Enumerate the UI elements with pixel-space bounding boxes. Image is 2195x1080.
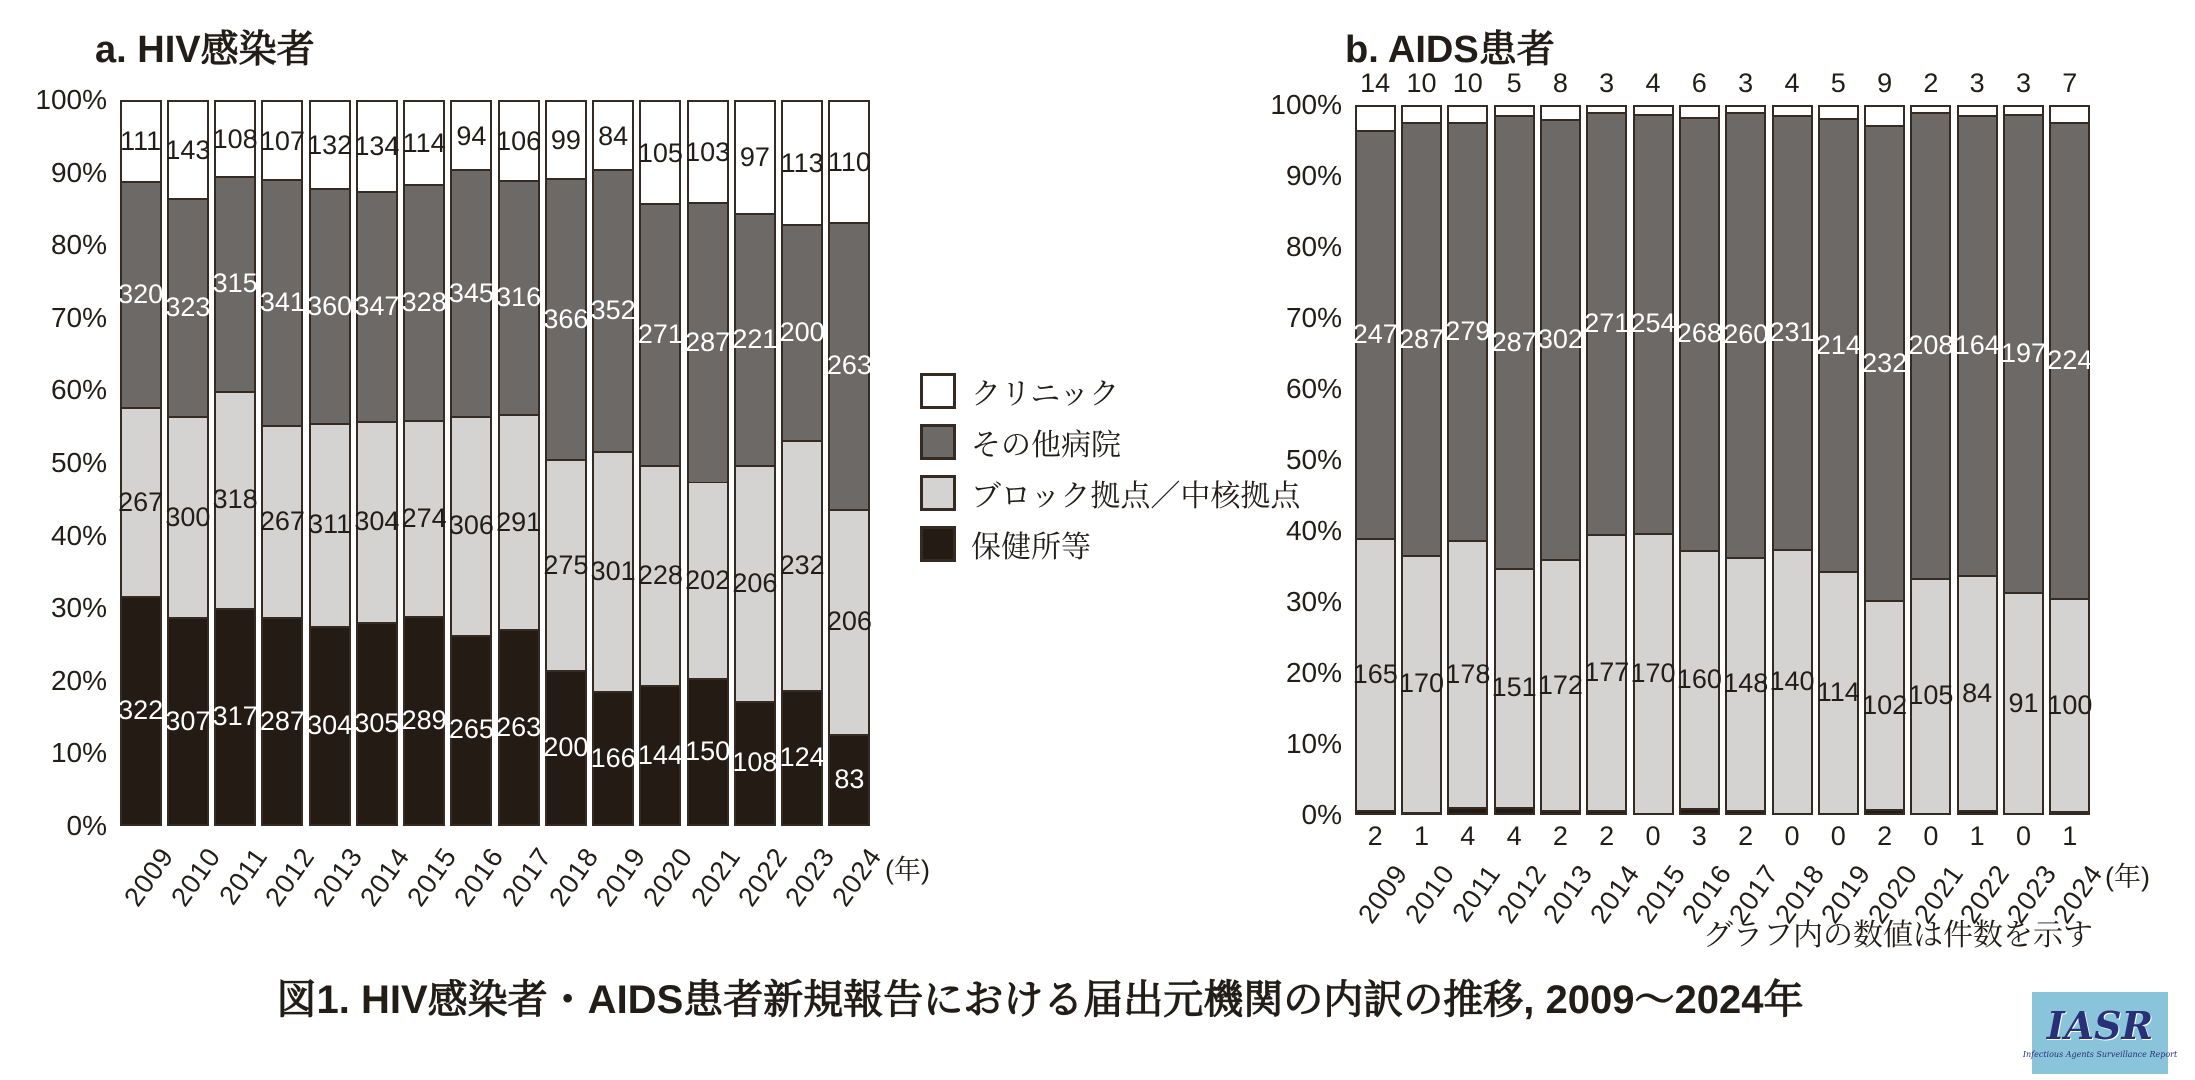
bar-2016 — [450, 100, 492, 826]
value-label-block-core-hub: 177 — [1584, 657, 1630, 687]
value-label-block-core-hub: 300 — [165, 501, 211, 532]
segment-clinic — [2051, 107, 2088, 122]
value-label-block-core-hub: 275 — [543, 549, 589, 580]
segment-health-center — [1866, 809, 1903, 813]
value-label-block-core-hub: 304 — [354, 506, 400, 537]
segment-clinic — [1820, 107, 1857, 118]
bar-2022 — [734, 100, 776, 826]
segment-clinic — [2005, 107, 2042, 114]
above-bar-value-clinic: 3 — [1969, 68, 1985, 98]
below-axis-value-health-center: 1 — [1413, 821, 1430, 851]
above-bar-value-clinic: 4 — [1784, 68, 1800, 98]
legend-swatch-block-core-hub — [920, 475, 956, 511]
x-label-2020: 2020 — [637, 842, 699, 912]
below-axis-value-health-center: 0 — [1784, 821, 1800, 851]
segment-health-center — [1542, 810, 1579, 813]
below-axis-value-health-center: 1 — [2062, 821, 2078, 851]
segment-clinic — [1774, 107, 1811, 115]
value-label-clinic: 134 — [354, 131, 400, 162]
value-label-other-hospital: 197 — [2001, 338, 2047, 369]
value-label-clinic: 111 — [120, 126, 162, 157]
value-label-clinic: 143 — [165, 135, 211, 166]
bar-2011 — [214, 100, 256, 826]
y-tick-100: 100% — [1270, 89, 1342, 120]
x-label-2019: 2019 — [1815, 859, 1877, 929]
x-label-2020: 2020 — [1861, 859, 1924, 929]
value-label-block-core-hub: 100 — [2047, 689, 2093, 720]
value-label-other-hospital: 231 — [1769, 317, 1815, 347]
above-bar-value-clinic: 3 — [1599, 68, 1615, 98]
x-label-2019: 2019 — [590, 842, 652, 912]
bar-2014 — [356, 100, 398, 826]
segment-health-center — [1681, 808, 1718, 813]
bar-2011 — [1445, 68, 1491, 851]
above-bar-value-clinic: 4 — [1645, 68, 1661, 98]
value-label-block-core-hub: 91 — [2008, 687, 2039, 718]
legend-label-clinic: クリニック — [971, 378, 1120, 411]
x-label-2023: 2023 — [2000, 859, 2063, 929]
above-bar-value-clinic: 2 — [1923, 68, 1939, 98]
above-bar-value-clinic: 9 — [1877, 68, 1893, 98]
y-tick-100: 100% — [35, 84, 107, 115]
x-label-2018: 2018 — [543, 842, 605, 912]
value-label-clinic: 110 — [827, 147, 871, 177]
x-label-2009: 2009 — [1352, 859, 1414, 929]
above-bar-value-clinic: 5 — [1506, 68, 1522, 98]
value-label-health-center: 317 — [212, 700, 258, 731]
x-label-2011: 2011 — [1446, 859, 1507, 928]
value-label-other-hospital: 200 — [779, 316, 825, 347]
y-tick-20: 20% — [50, 664, 107, 696]
segment-health-center — [1959, 810, 1996, 813]
y-tick-70: 70% — [1285, 302, 1342, 333]
value-label-clinic: 103 — [685, 137, 731, 168]
x-label-2018: 2018 — [1769, 859, 1831, 929]
bar-2013 — [309, 100, 351, 826]
value-label-block-core-hub: 105 — [1908, 680, 1954, 711]
x-label-2024: 2024 — [2047, 859, 2109, 929]
segment-clinic — [1959, 107, 1996, 115]
value-label-other-hospital: 316 — [496, 282, 542, 313]
legend-swatch-health-center — [920, 526, 956, 562]
value-label-other-hospital: 224 — [2047, 345, 2093, 376]
below-axis-value-health-center: 3 — [1691, 821, 1707, 851]
value-label-other-hospital: 268 — [1676, 318, 1722, 349]
above-bar-value-clinic: 3 — [2015, 68, 2032, 98]
bar-2022 — [1954, 68, 2000, 851]
y-tick-20: 20% — [1285, 657, 1342, 688]
figure-caption: 図1. HIV感染者・AIDS患者新規報告における届出元機関の内訳の推移, 2009～2024年 — [276, 978, 1804, 1022]
value-label-other-hospital: 260 — [1723, 319, 1769, 350]
value-label-health-center: 144 — [637, 739, 683, 770]
segment-health-center — [1588, 810, 1625, 813]
value-label-other-hospital: 352 — [590, 294, 636, 325]
segment-clinic — [1357, 107, 1394, 130]
above-bar-value-clinic: 14 — [1360, 68, 1391, 98]
value-label-block-core-hub: 202 — [685, 564, 731, 595]
value-label-health-center: 287 — [259, 705, 305, 736]
value-label-block-core-hub: 151 — [1491, 672, 1537, 703]
value-label-block-core-hub: 318 — [212, 484, 258, 515]
y-tick-10: 10% — [1285, 728, 1342, 759]
above-bar-value-clinic: 3 — [1738, 68, 1754, 98]
x-label-2016: 2016 — [1676, 859, 1738, 929]
x-axis-unit: (年) — [885, 855, 930, 885]
iasr-logo — [2022, 992, 2178, 1074]
value-label-other-hospital: 263 — [826, 350, 872, 381]
x-label-2011: 2011 — [213, 842, 274, 911]
y-tick-40: 40% — [1285, 515, 1342, 546]
segment-health-center — [1496, 807, 1533, 813]
bar-2009 — [120, 100, 162, 826]
value-label-block-core-hub: 84 — [1962, 677, 1993, 708]
bar-2019 — [1815, 68, 1861, 851]
below-axis-value-health-center: 2 — [1738, 821, 1754, 851]
x-label-2012: 2012 — [259, 842, 321, 912]
value-label-clinic: 84 — [598, 120, 629, 151]
y-tick-60: 60% — [50, 374, 107, 406]
bar-2023 — [2001, 68, 2047, 851]
value-label-clinic: 108 — [212, 123, 258, 154]
segment-clinic — [1588, 107, 1625, 112]
x-label-2009: 2009 — [117, 842, 180, 912]
segment-clinic — [1635, 107, 1672, 114]
below-axis-value-health-center: 4 — [1506, 821, 1522, 851]
bar-2021 — [687, 100, 729, 826]
iasr-logo-subtitle: Infectious Agents Surveillance Report — [2022, 1050, 2178, 1059]
bar-2020 — [1862, 68, 1908, 851]
below-axis-value-health-center: 0 — [2015, 821, 2032, 851]
bar-2009 — [1352, 68, 1398, 851]
segment-clinic — [1912, 107, 1949, 112]
x-axis-unit: (年) — [2105, 862, 2150, 892]
value-label-block-core-hub: 170 — [1630, 657, 1676, 688]
bar-2017 — [498, 100, 540, 826]
y-tick-50: 50% — [50, 447, 107, 478]
value-label-other-hospital: 302 — [1537, 323, 1583, 354]
x-label-2012: 2012 — [1491, 859, 1553, 929]
segment-health-center — [2051, 811, 2088, 813]
y-tick-60: 60% — [1285, 373, 1342, 404]
bar-2021 — [1908, 68, 1954, 851]
bar-2012 — [261, 100, 303, 826]
above-bar-value-clinic: 5 — [1830, 68, 1846, 98]
segment-clinic — [1449, 107, 1486, 122]
value-label-block-core-hub: 114 — [1816, 677, 1860, 708]
value-label-other-hospital: 247 — [1352, 318, 1398, 349]
y-tick-50: 50% — [1285, 444, 1342, 475]
value-label-health-center: 307 — [165, 705, 211, 736]
bar-2012 — [1491, 68, 1537, 851]
x-label-2022: 2022 — [1954, 859, 2016, 929]
value-label-block-core-hub: 206 — [732, 568, 778, 598]
bar-2019 — [592, 100, 634, 826]
bar-2015 — [1630, 68, 1676, 851]
y-tick-90: 90% — [50, 156, 107, 188]
value-label-block-core-hub: 172 — [1537, 669, 1583, 700]
x-label-2022: 2022 — [732, 842, 794, 912]
value-label-clinic: 114 — [402, 127, 446, 158]
value-label-clinic: 97 — [739, 142, 770, 173]
x-label-2017: 2017 — [1722, 859, 1785, 929]
segment-clinic — [1496, 107, 1533, 115]
legend-item-block-core-hub — [920, 474, 1300, 512]
value-label-block-core-hub: 306 — [448, 510, 494, 541]
value-label-clinic: 106 — [496, 126, 542, 157]
value-label-block-core-hub: 206 — [826, 606, 872, 637]
x-label-2017: 2017 — [495, 842, 558, 912]
x-label-2021: 2021 — [684, 842, 747, 912]
x-label-2014: 2014 — [354, 842, 416, 912]
y-tick-0: 0% — [66, 810, 107, 841]
value-label-block-core-hub: 267 — [259, 506, 305, 536]
value-label-block-core-hub: 148 — [1723, 668, 1769, 699]
value-label-health-center: 289 — [401, 705, 447, 736]
value-label-other-hospital: 279 — [1445, 316, 1491, 347]
y-tick-40: 40% — [50, 519, 107, 551]
legend-item-health-center — [920, 525, 1300, 563]
bar-2016 — [1676, 68, 1722, 851]
x-label-2010: 2010 — [165, 842, 227, 912]
value-label-block-core-hub: 170 — [1399, 668, 1445, 699]
value-label-health-center: 124 — [779, 742, 825, 773]
segment-health-center — [1357, 810, 1394, 813]
y-tick-0: 0% — [1301, 799, 1342, 830]
value-label-other-hospital: 164 — [1954, 330, 2000, 361]
below-axis-value-health-center: 0 — [1923, 821, 1939, 851]
segment-clinic — [1866, 107, 1903, 125]
above-bar-value-clinic: 10 — [1406, 68, 1437, 98]
value-label-block-core-hub: 178 — [1445, 658, 1491, 689]
value-label-other-hospital: 315 — [212, 268, 258, 299]
value-label-other-hospital: 360 — [307, 290, 353, 321]
value-label-other-hospital: 366 — [543, 303, 589, 334]
value-label-other-hospital: 287 — [1491, 326, 1537, 357]
below-axis-value-health-center: 4 — [1460, 821, 1476, 851]
value-label-block-core-hub: 311 — [308, 509, 352, 540]
value-label-health-center: 150 — [685, 736, 731, 766]
below-axis-value-health-center: 2 — [1552, 821, 1568, 851]
legend-swatch-other-hospital — [920, 424, 956, 460]
iasr-logo-title: IASR — [2046, 1003, 2154, 1048]
value-label-other-hospital: 214 — [1815, 329, 1861, 360]
above-bar-value-clinic: 7 — [2062, 68, 2078, 98]
value-label-block-core-hub: 165 — [1352, 658, 1398, 689]
value-label-health-center: 108 — [732, 747, 778, 778]
bar-2024 — [2047, 68, 2093, 851]
legend-label-health-center: 保健所等 — [971, 531, 1091, 564]
value-label-other-hospital: 287 — [1399, 323, 1445, 354]
value-label-other-hospital: 271 — [1584, 307, 1630, 338]
bar-2010 — [167, 100, 209, 826]
value-label-health-center: 83 — [834, 763, 865, 794]
legend-item-clinic — [920, 372, 1300, 410]
value-label-other-hospital: 254 — [1630, 308, 1676, 339]
above-bar-value-clinic: 10 — [1452, 68, 1483, 98]
value-label-other-hospital: 287 — [685, 326, 731, 357]
chart-a-title: a. HIV感染者 — [95, 29, 315, 71]
legend-item-other-hospital — [920, 423, 1300, 461]
value-label-block-core-hub: 232 — [779, 550, 825, 580]
value-label-block-core-hub: 102 — [1862, 689, 1908, 720]
value-label-other-hospital: 320 — [118, 278, 164, 309]
value-label-block-core-hub: 267 — [118, 486, 164, 517]
bar-2023 — [781, 100, 823, 826]
value-label-other-hospital: 341 — [259, 287, 305, 317]
below-axis-value-health-center: 0 — [1645, 821, 1661, 851]
value-label-block-core-hub: 301 — [590, 555, 636, 586]
y-tick-10: 10% — [50, 737, 107, 769]
below-axis-value-health-center: 0 — [1830, 821, 1846, 851]
value-label-clinic: 113 — [780, 148, 824, 178]
value-label-clinic: 132 — [307, 130, 353, 160]
x-label-2024: 2024 — [826, 842, 888, 912]
value-label-clinic: 94 — [456, 120, 487, 151]
value-label-other-hospital: 345 — [448, 277, 494, 308]
y-tick-80: 80% — [1285, 231, 1342, 262]
value-label-other-hospital: 221 — [732, 324, 778, 354]
y-tick-90: 90% — [1285, 160, 1342, 191]
segment-clinic — [1542, 107, 1579, 119]
segment-clinic — [1403, 107, 1440, 122]
below-axis-value-health-center: 2 — [1599, 821, 1615, 851]
x-label-2010: 2010 — [1398, 859, 1461, 929]
bar-2018 — [545, 100, 587, 826]
above-bar-value-clinic: 6 — [1691, 68, 1707, 98]
x-label-2023: 2023 — [779, 842, 841, 912]
x-label-2021: 2021 — [1908, 859, 1970, 929]
bar-2024 — [828, 100, 870, 826]
bar-2014 — [1584, 68, 1630, 851]
value-label-clinic: 107 — [259, 125, 305, 156]
chart-b-plot — [1270, 68, 2150, 929]
x-label-2013: 2013 — [306, 842, 369, 912]
value-label-other-hospital: 271 — [637, 319, 683, 350]
legend-swatch-clinic — [920, 373, 956, 409]
value-label-health-center: 263 — [496, 711, 542, 742]
x-label-2013: 2013 — [1537, 859, 1599, 929]
chart-note: グラフ内の数値は件数を示す — [1703, 919, 2093, 952]
value-label-other-hospital: 328 — [401, 286, 447, 317]
bar-2017 — [1723, 68, 1769, 851]
chart-a-plot — [35, 84, 930, 912]
value-label-health-center: 322 — [118, 695, 164, 725]
y-tick-80: 80% — [50, 229, 107, 261]
segment-health-center — [1727, 810, 1764, 813]
value-label-block-core-hub: 228 — [637, 560, 683, 590]
bar-2010 — [1399, 68, 1445, 851]
value-label-other-hospital: 347 — [354, 290, 400, 321]
x-label-2015: 2015 — [1630, 859, 1692, 929]
bar-2015 — [403, 100, 445, 826]
x-label-2014: 2014 — [1583, 859, 1646, 929]
value-label-health-center: 200 — [543, 732, 589, 763]
bar-2018 — [1769, 68, 1815, 851]
y-tick-30: 30% — [1285, 586, 1342, 617]
y-tick-30: 30% — [50, 592, 107, 624]
value-label-block-core-hub: 291 — [496, 506, 542, 537]
above-bar-value-clinic: 8 — [1552, 68, 1568, 98]
legend-label-other-hospital: その他病院 — [971, 429, 1121, 462]
value-label-clinic: 99 — [550, 125, 581, 155]
value-label-block-core-hub: 274 — [401, 503, 447, 533]
legend — [920, 372, 1300, 576]
below-axis-value-health-center: 2 — [1367, 821, 1383, 851]
segment-health-center — [1449, 807, 1486, 813]
below-axis-value-health-center: 1 — [1969, 821, 1985, 851]
value-label-other-hospital: 323 — [165, 291, 211, 322]
value-label-health-center: 166 — [590, 742, 636, 773]
value-label-health-center: 265 — [448, 714, 494, 745]
legend-label-block-core-hub: ブロック拠点／中核拠点 — [971, 480, 1301, 513]
value-label-block-core-hub: 160 — [1676, 663, 1722, 694]
value-label-health-center: 304 — [307, 709, 353, 740]
bar-2013 — [1537, 68, 1583, 851]
segment-clinic — [1681, 107, 1718, 117]
below-axis-value-health-center: 2 — [1877, 821, 1893, 851]
value-label-block-core-hub: 140 — [1769, 666, 1815, 697]
segment-clinic — [1727, 107, 1764, 112]
value-label-other-hospital: 232 — [1862, 347, 1908, 378]
value-label-health-center: 305 — [354, 708, 400, 738]
value-label-clinic: 105 — [637, 137, 683, 168]
x-label-2015: 2015 — [401, 842, 463, 912]
y-tick-70: 70% — [50, 301, 107, 333]
chart-b-title: b. AIDS患者 — [1345, 29, 1555, 71]
bar-2020 — [639, 100, 681, 826]
x-label-2016: 2016 — [448, 842, 510, 912]
value-label-other-hospital: 208 — [1908, 329, 1954, 360]
